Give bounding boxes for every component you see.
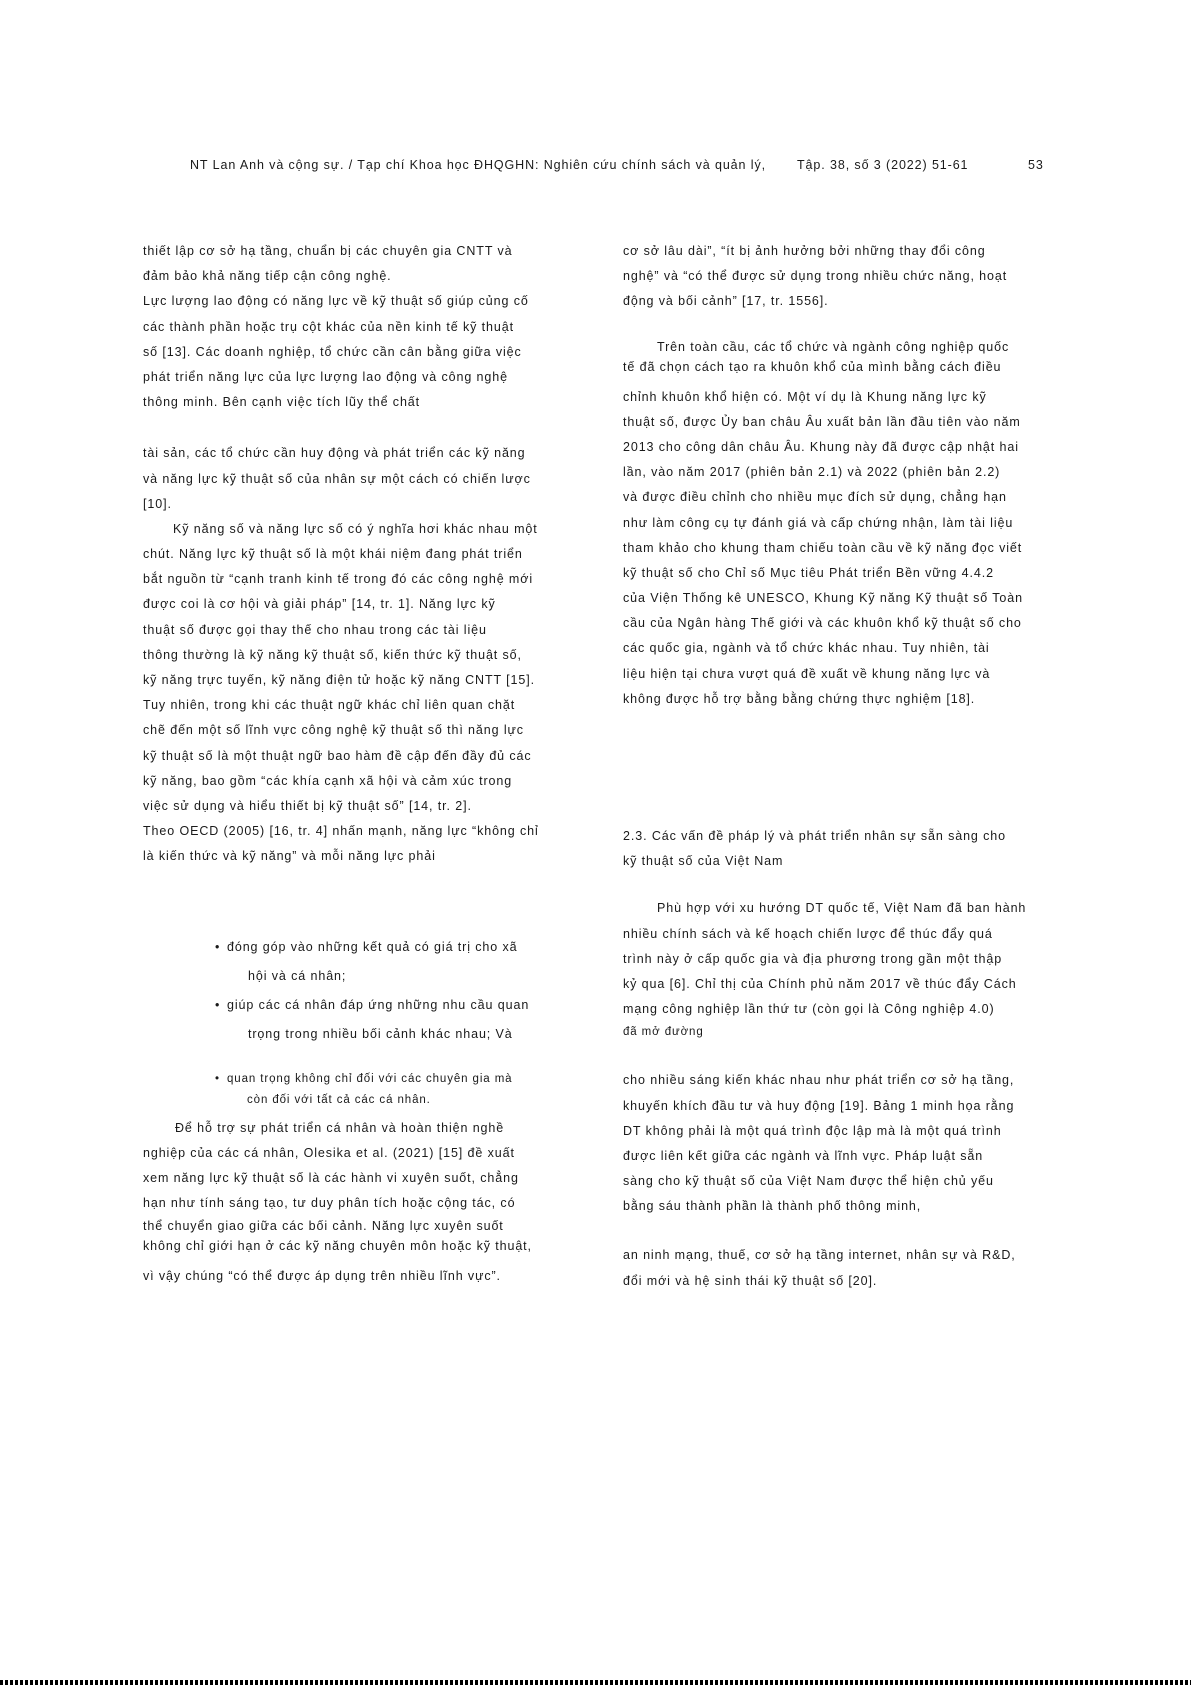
text-line: kỷ qua [6]. Chỉ thị của Chính phủ năm 2017 về thúc đẩy Cách [623,976,1017,991]
right-column [623,239,1076,1294]
text-line: thuật số được gọi thay thế cho nhau trong các tài liệu [143,622,487,637]
text-line: chút. Năng lực kỹ thuật số là một khái niệm đang phát triển [143,547,523,562]
text-line: đổi mới và hệ sinh thái kỹ thuật số [20]. [623,1273,878,1288]
text-line: cơ sở lâu dài”, “ít bị ảnh hưởng bởi những thay đổi công [623,244,986,258]
text-line: thông minh. Bên cạnh việc tích lũy thể chất [143,395,421,410]
text-line: và năng lực kỹ thuật số của nhân sự một cách có chiến lược [143,471,531,486]
bullet-text: hội và cá nhân; [248,968,347,983]
text-line: hạn như tính sáng tạo, tư duy phân tích hoặc cộng tác, có [143,1196,516,1211]
text-line: [10]. [143,496,172,511]
journal-citation: NT Lan Anh và cộng sự. / Tạp chí Khoa học ĐHQGHN: Nghiên cứu chính sách và quản lý, [190,158,766,172]
text-line: đảm bảo khả năng tiếp cận công nghệ. [143,269,392,284]
text-line: tham khảo cho khung tham chiếu toàn cầu về kỹ năng đọc viết [623,540,1023,555]
bullet-text: đóng góp vào những kết quả có giá trị cho xã [227,939,518,954]
text-line: Phù hợp với xu hướng DT quốc tế, Việt Nam đã ban hành [657,901,1027,916]
paragraph [623,896,1076,1042]
text-line: khuyến khích đầu tư và huy động [19]. Bảng 1 minh họa rằng [623,1098,1015,1113]
bullet-icon: • [215,939,221,954]
paragraph [143,1116,595,1290]
text-line: xem năng lực kỹ thuật số là các hành vi xuyên suốt, chẳng [143,1170,519,1185]
text-line: nghiệp của các cá nhân, Olesika et al. (2021) [15] đề xuất [143,1145,515,1160]
paragraph [143,517,595,870]
paragraph [143,289,595,415]
text-line: tế đã chọn cách tạo ra khuôn khổ của mình bằng cách điều [623,359,1002,374]
text-line: 2013 cho công dân châu Âu. Khung này đã được cập nhật hai [623,439,1019,454]
text-line: không được hỗ trợ bằng bằng chứng thực nghiệm [18]. [623,691,976,706]
text-line: không chỉ giới hạn ở các kỹ năng chuyên môn hoặc kỹ thuật, [143,1239,532,1254]
text-line: Để hỗ trợ sự phát triển cá nhân và hoàn thiện nghề [175,1120,505,1135]
text-line: nghệ” và “có thể được sử dụng trong nhiều chức năng, hoạt [623,269,1008,284]
paragraph [623,1068,1076,1219]
text-line: phát triển năng lực của lực lượng lao động và công nghệ [143,369,508,384]
text-line: của Viện Thống kê UNESCO, Khung Kỹ năng Kỹ thuật số Toàn [623,591,1023,606]
bullet-icon: • [215,997,221,1012]
text-line: chẽ đến một số lĩnh vực công nghệ kỹ thuật số thì năng lực [143,723,524,738]
bullet-text: giúp các cá nhân đáp ứng những nhu cầu quan [227,997,530,1012]
text-line: được liên kết giữa các ngành và lĩnh vực. Pháp luật sẵn [623,1148,984,1163]
page-edge-border [0,1680,1191,1685]
text-line: kỹ thuật số cho Chỉ số Mục tiêu Phát triển Bền vững 4.4.2 [623,565,994,580]
bullet-text: quan trọng không chỉ đối với các chuyên gia mà [227,1072,513,1085]
text-line: kỹ năng, bao gồm “các khía cạnh xã hội và cảm xúc trong [143,773,513,788]
text-line: thiết lập cơ sở hạ tầng, chuẩn bị các chuyên gia CNTT và [143,244,513,258]
bullet-list [143,933,595,1111]
text-line: kỹ năng trực tuyến, kỹ năng điện tử hoặc kỹ năng CNTT [15]. [143,673,536,687]
text-line: mạng công nghiệp lần thứ tư (còn gọi là Công nghiệp 4.0) [623,1002,995,1017]
section-heading [623,824,1076,874]
heading-line: kỹ thuật số của Việt Nam [623,854,784,869]
bullet-text: còn đối với tất cả các cá nhân. [247,1093,431,1106]
text-line: thể chuyển giao giữa các bối cảnh. Năng lực xuyên suốt [143,1219,504,1234]
text-line: Lực lượng lao động có năng lực về kỹ thuật số giúp củng cố [143,294,529,309]
text-line: được coi là cơ hội và giải pháp” [14, tr. 1]. Năng lực kỹ [143,597,496,612]
text-line: Kỹ năng số và năng lực số có ý nghĩa hơi khác nhau một [173,521,538,536]
list-item [143,933,595,991]
text-line: cầu của Ngân hàng Thế giới và các khuôn khổ kỹ thuật số cho [623,616,1022,631]
text-line: Trên toàn cầu, các tổ chức và ngành công nghiệp quốc [657,339,1010,354]
text-line: như làm công cụ tự đánh giá và cấp chứng nhận, làm tài liệu [623,515,1014,530]
text-line: lần, vào năm 2017 (phiên bản 2.1) và 2022 (phiên bản 2.2) [623,465,1001,480]
text-line: và được điều chỉnh cho nhiều mục đích sử dụng, chẳng hạn [623,490,1007,505]
bullet-text: trọng trong nhiều bối cảnh khác nhau; Và [248,1026,513,1041]
text-line: thông thường là kỹ năng kỹ thuật số, kiến thức kỹ thuật số, [143,647,522,662]
text-line: trình này ở cấp quốc gia và địa phương trong gần một thập [623,951,1003,966]
paragraph [143,239,595,289]
heading-line: 2.3. Các vấn đề pháp lý và phát triển nhân sự sẵn sàng cho [623,829,1007,843]
volume-info: Tập. 38, số 3 (2022) 51-61 [797,158,969,172]
text-line: là kiến thức và kỹ năng” và mỗi năng lực phải [143,849,436,864]
text-line: bằng sáu thành phần là thành phố thông minh, [623,1199,922,1214]
list-item [143,1069,595,1111]
text-line: thuật số, được Ủy ban châu Âu xuất bản lần đầu tiên vào năm [623,414,1021,429]
text-line: việc sử dụng và hiểu thiết bị kỹ thuật số” [14, tr. 2]. [143,798,472,813]
text-line: an ninh mạng, thuế, cơ sở hạ tầng internet, nhân sự và R&D, [623,1248,1016,1263]
text-line: chỉnh khuôn khổ hiện có. Một ví dụ là Khung năng lực kỹ [623,389,987,404]
text-line: số [13]. Các doanh nghiệp, tổ chức cần cân bằng giữa việc [143,344,522,359]
text-line: liệu hiện tại chưa vượt quá đề xuất về khung năng lực và [623,666,991,681]
text-line: các thành phần hoặc trụ cột khác của nền kinh tế kỹ thuật [143,319,514,334]
bullet-icon: • [215,1072,220,1085]
text-line: động và bối cảnh” [17, tr. 1556]. [623,294,829,309]
text-line: các quốc gia, ngành và tổ chức khác nhau. Tuy nhiên, tài [623,641,990,656]
paragraph [143,441,595,517]
paragraph [623,337,1076,712]
text-line: bắt nguồn từ “cạnh tranh kinh tế trong đó các công nghệ mới [143,572,534,587]
text-line: DT không phải là một quá trình độc lập mà là một quá trình [623,1123,1002,1138]
text-line: đã mở đường [623,1026,704,1039]
text-line: Theo OECD (2005) [16, tr. 4] nhấn mạnh, năng lực “không chỉ [143,824,539,839]
text-line: Tuy nhiên, trong khi các thuật ngữ khác chỉ liên quan chặt [143,698,516,713]
text-line: tài sản, các tổ chức cần huy động và phát triển các kỹ năng [143,446,526,461]
paragraph [623,1243,1076,1293]
text-line: kỹ thuật số là một thuật ngữ bao hàm đề cập đến đầy đủ các [143,748,532,763]
text-line: nhiều chính sách và kế hoạch chiến lược để thúc đẩy quá [623,926,993,941]
text-line: vì vậy chúng “có thể được áp dụng trên nhiều lĩnh vực”. [143,1269,501,1284]
text-line: sàng cho kỹ thuật số của Việt Nam được thể hiện chủ yếu [623,1174,994,1189]
list-item [143,991,595,1049]
text-line: cho nhiều sáng kiến khác nhau như phát triển cơ sở hạ tầng, [623,1073,1015,1088]
left-column [143,239,595,1289]
paragraph [623,239,1076,315]
page-number: 53 [1028,158,1044,172]
